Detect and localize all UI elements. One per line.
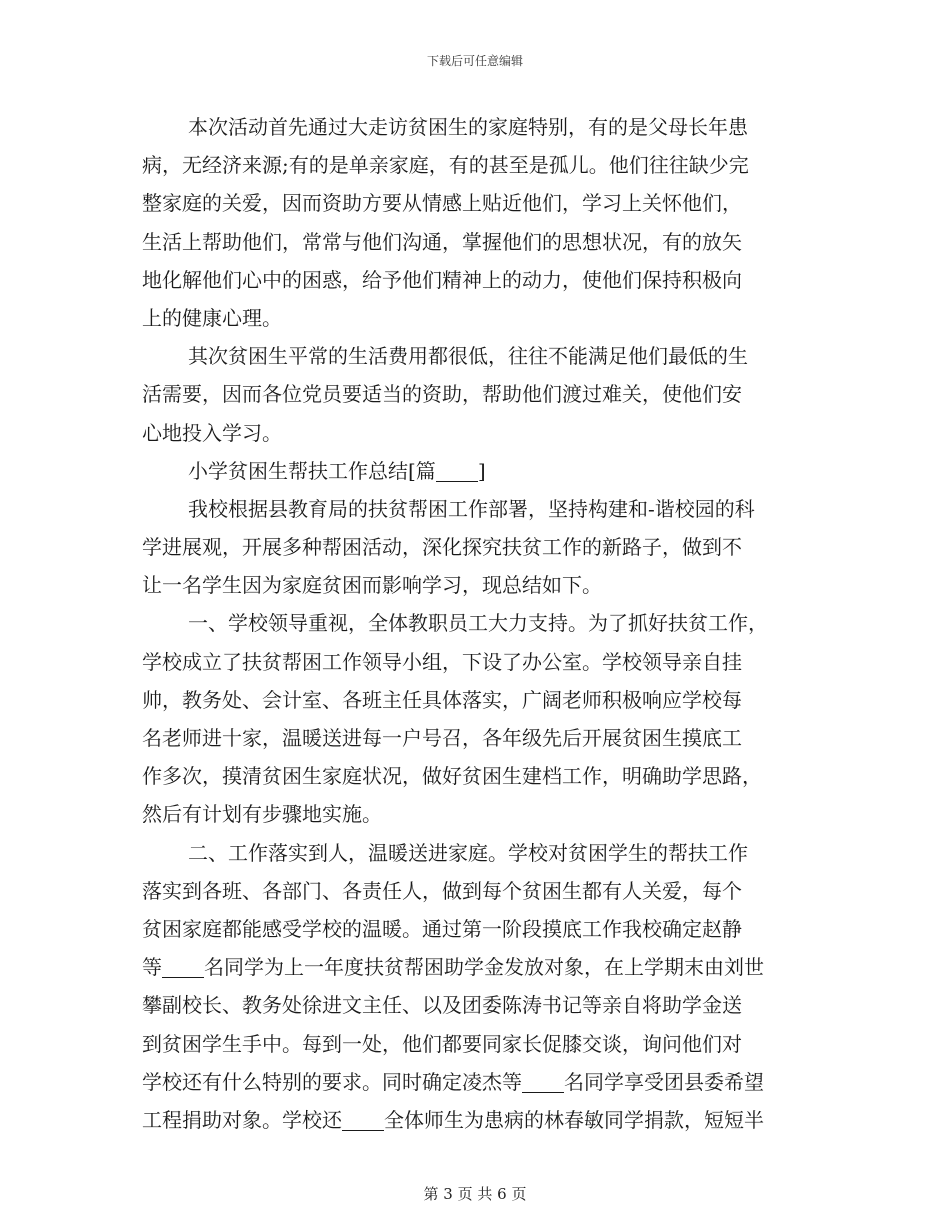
page-header: 下载后可任意编辑	[426, 54, 523, 68]
document-body	[142, 108, 810, 1139]
text-line: 等 名同学为上一年度扶贫帮困助学金发放对象，在上学期末由刘世	[142, 955, 764, 980]
text-line: 然后有计划有步骤地实施。	[142, 802, 382, 827]
text-line: 活需要，因而各位党员要适当的资助，帮助他们渡过难关，使他们安	[142, 382, 742, 407]
paragraph	[142, 337, 810, 452]
text-line: 一、学校领导重视，全体教职员工大力支持。为了抓好扶贫工作，	[188, 611, 768, 636]
paragraph	[142, 604, 810, 833]
text-line: 地化解他们心中的困惑，给予他们精神上的动力，使他们保持积极向	[142, 267, 742, 292]
text-line: 学校成立了扶贫帮困工作领导小组，下设了办公室。学校领导亲自挂	[142, 649, 742, 674]
fill-in-blank	[162, 957, 204, 978]
fill-in-blank	[342, 1110, 384, 1131]
text-line: 生活上帮助他们，常常与他们沟通，掌握他们的思想状况，有的放矢	[142, 229, 742, 254]
page-footer: 第 3 页 共 6 页	[423, 1185, 527, 1203]
text-line: 让一名学生因为家庭贫困而影响学习，现总结如下。	[142, 573, 602, 598]
text-line: 小学贫困生帮扶工作总结[篇 ]	[188, 458, 486, 483]
text-line: 作多次，摸清贫困生家庭状况，做好贫困生建档工作，明确助学思路，	[142, 764, 762, 789]
text-line: 我校根据县教育局的扶贫帮困工作部署，坚持构建和-谐校园的科	[188, 496, 755, 521]
text-line: 帅，教务处、会计室、各班主任具体落实，广阔老师积极响应学校每	[142, 687, 742, 712]
text-line: 整家庭的关爱，因而资助方要从情感上贴近他们，学习上关怀他们，	[142, 191, 742, 216]
text-line: 病，无经济来源;有的是单亲家庭，有的甚至是孤儿。他们往往缺少完	[142, 153, 749, 178]
text-line: 上的健康心理。	[142, 305, 282, 330]
text-line: 攀副校长、教务处徐进文主任、以及团委陈涛书记等亲自将助学金送	[142, 993, 742, 1018]
text-line: 心地投入学习。	[142, 420, 282, 445]
text-line: 学校还有什么特别的要求。同时确定凌杰等 名同学享受团县委希望	[142, 1069, 764, 1094]
text-line: 学进展观，开展多种帮困活动，深化探究扶贫工作的新路子，做到不	[142, 535, 742, 560]
fill-in-blank	[436, 461, 478, 482]
paragraph	[142, 452, 810, 490]
text-line: 落实到各班、各部门、各责任人，做到每个贫困生都有人关爱，每个	[142, 878, 742, 903]
text-line: 贫困家庭都能感受学校的温暖。通过第一阶段摸底工作我校确定赵静	[142, 916, 742, 941]
fill-in-blank	[522, 1072, 564, 1093]
text-line: 工程捐助对象。学校还 全体师生为患病的林春敏同学捐款，短短半	[142, 1107, 764, 1132]
text-line: 其次贫困生平常的生活费用都很低，往往不能满足他们最低的生	[188, 344, 748, 369]
paragraph	[142, 834, 810, 1140]
paragraph	[142, 108, 810, 337]
text-line: 本次活动首先通过大走访贫困生的家庭特别，有的是父母长年患	[188, 115, 748, 139]
text-line: 二、工作落实到人，温暖送进家庭。学校对贫困学生的帮扶工作	[188, 840, 748, 865]
paragraph	[142, 490, 810, 605]
text-line: 名老师进十家，温暖送进每一户号召，各年级先后开展贫困生摸底工	[142, 726, 742, 750]
text-line: 到贫困学生手中。每到一处，他们都要同家长促膝交谈，询问他们对	[142, 1031, 742, 1056]
